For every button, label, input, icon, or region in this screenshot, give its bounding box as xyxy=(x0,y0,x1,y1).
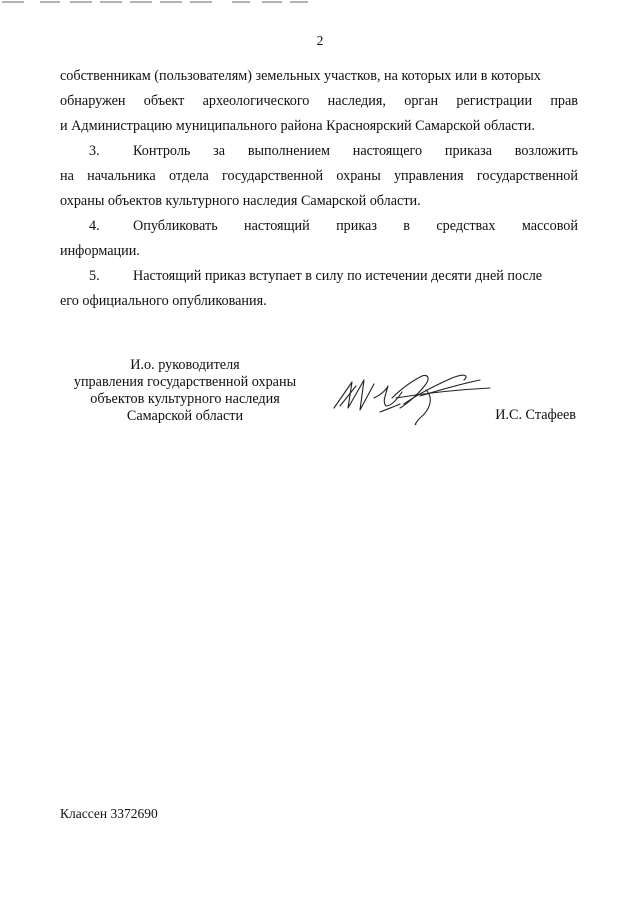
word: Опубликовать xyxy=(133,218,218,234)
signer-name: И.С. Стафеев xyxy=(495,407,576,423)
item-continuation: его официального опубликования. xyxy=(60,293,267,309)
title-line: Самарской области xyxy=(126,408,244,424)
intro-line-3: и Администрацию муниципального района Красноярский Самарской области. xyxy=(60,118,535,134)
word: возложить xyxy=(514,143,578,159)
item-number: 4. xyxy=(89,218,100,234)
item-4 xyxy=(60,214,578,264)
item-continuation: на начальника отдела государственной охраны управления государственной xyxy=(60,168,578,184)
item-number: 3. xyxy=(89,143,100,159)
item-continuation: информации. xyxy=(60,243,140,259)
item-continuation: охраны объектов культурного наследия Самарской области. xyxy=(60,193,421,209)
word: в xyxy=(403,218,410,234)
executor-id: Классен 3372690 xyxy=(60,806,158,821)
top-dash-line xyxy=(0,0,640,6)
item-5 xyxy=(60,264,578,314)
word: за xyxy=(213,143,226,159)
word: Контроль xyxy=(133,143,191,159)
item-3 xyxy=(60,139,578,214)
word: приказа xyxy=(444,143,493,159)
item-first-line: Настоящий приказ вступает в силу по истечении десяти дней после xyxy=(133,268,543,284)
intro-line-1: собственникам (пользователям) земельных участков, на которых или в которых xyxy=(60,68,541,84)
word: приказ xyxy=(336,218,377,234)
word: настоящего xyxy=(352,143,423,159)
title-line: объектов культурного наследия xyxy=(90,391,280,407)
signatory-title xyxy=(60,357,310,425)
word: средствах xyxy=(436,218,496,234)
handwritten-signature xyxy=(330,368,500,430)
intro-line-2: обнаружен объект археологического наследия, орган регистрации прав xyxy=(60,93,578,109)
title-line: управления государственной охраны xyxy=(73,374,297,390)
document-body xyxy=(60,64,578,314)
word: настоящий xyxy=(244,218,310,234)
word: выполнением xyxy=(247,143,330,159)
item-number: 5. xyxy=(89,268,100,284)
title-line: И.о. руководителя xyxy=(130,357,240,373)
page-number: 2 xyxy=(316,33,324,48)
word: массовой xyxy=(521,218,578,234)
